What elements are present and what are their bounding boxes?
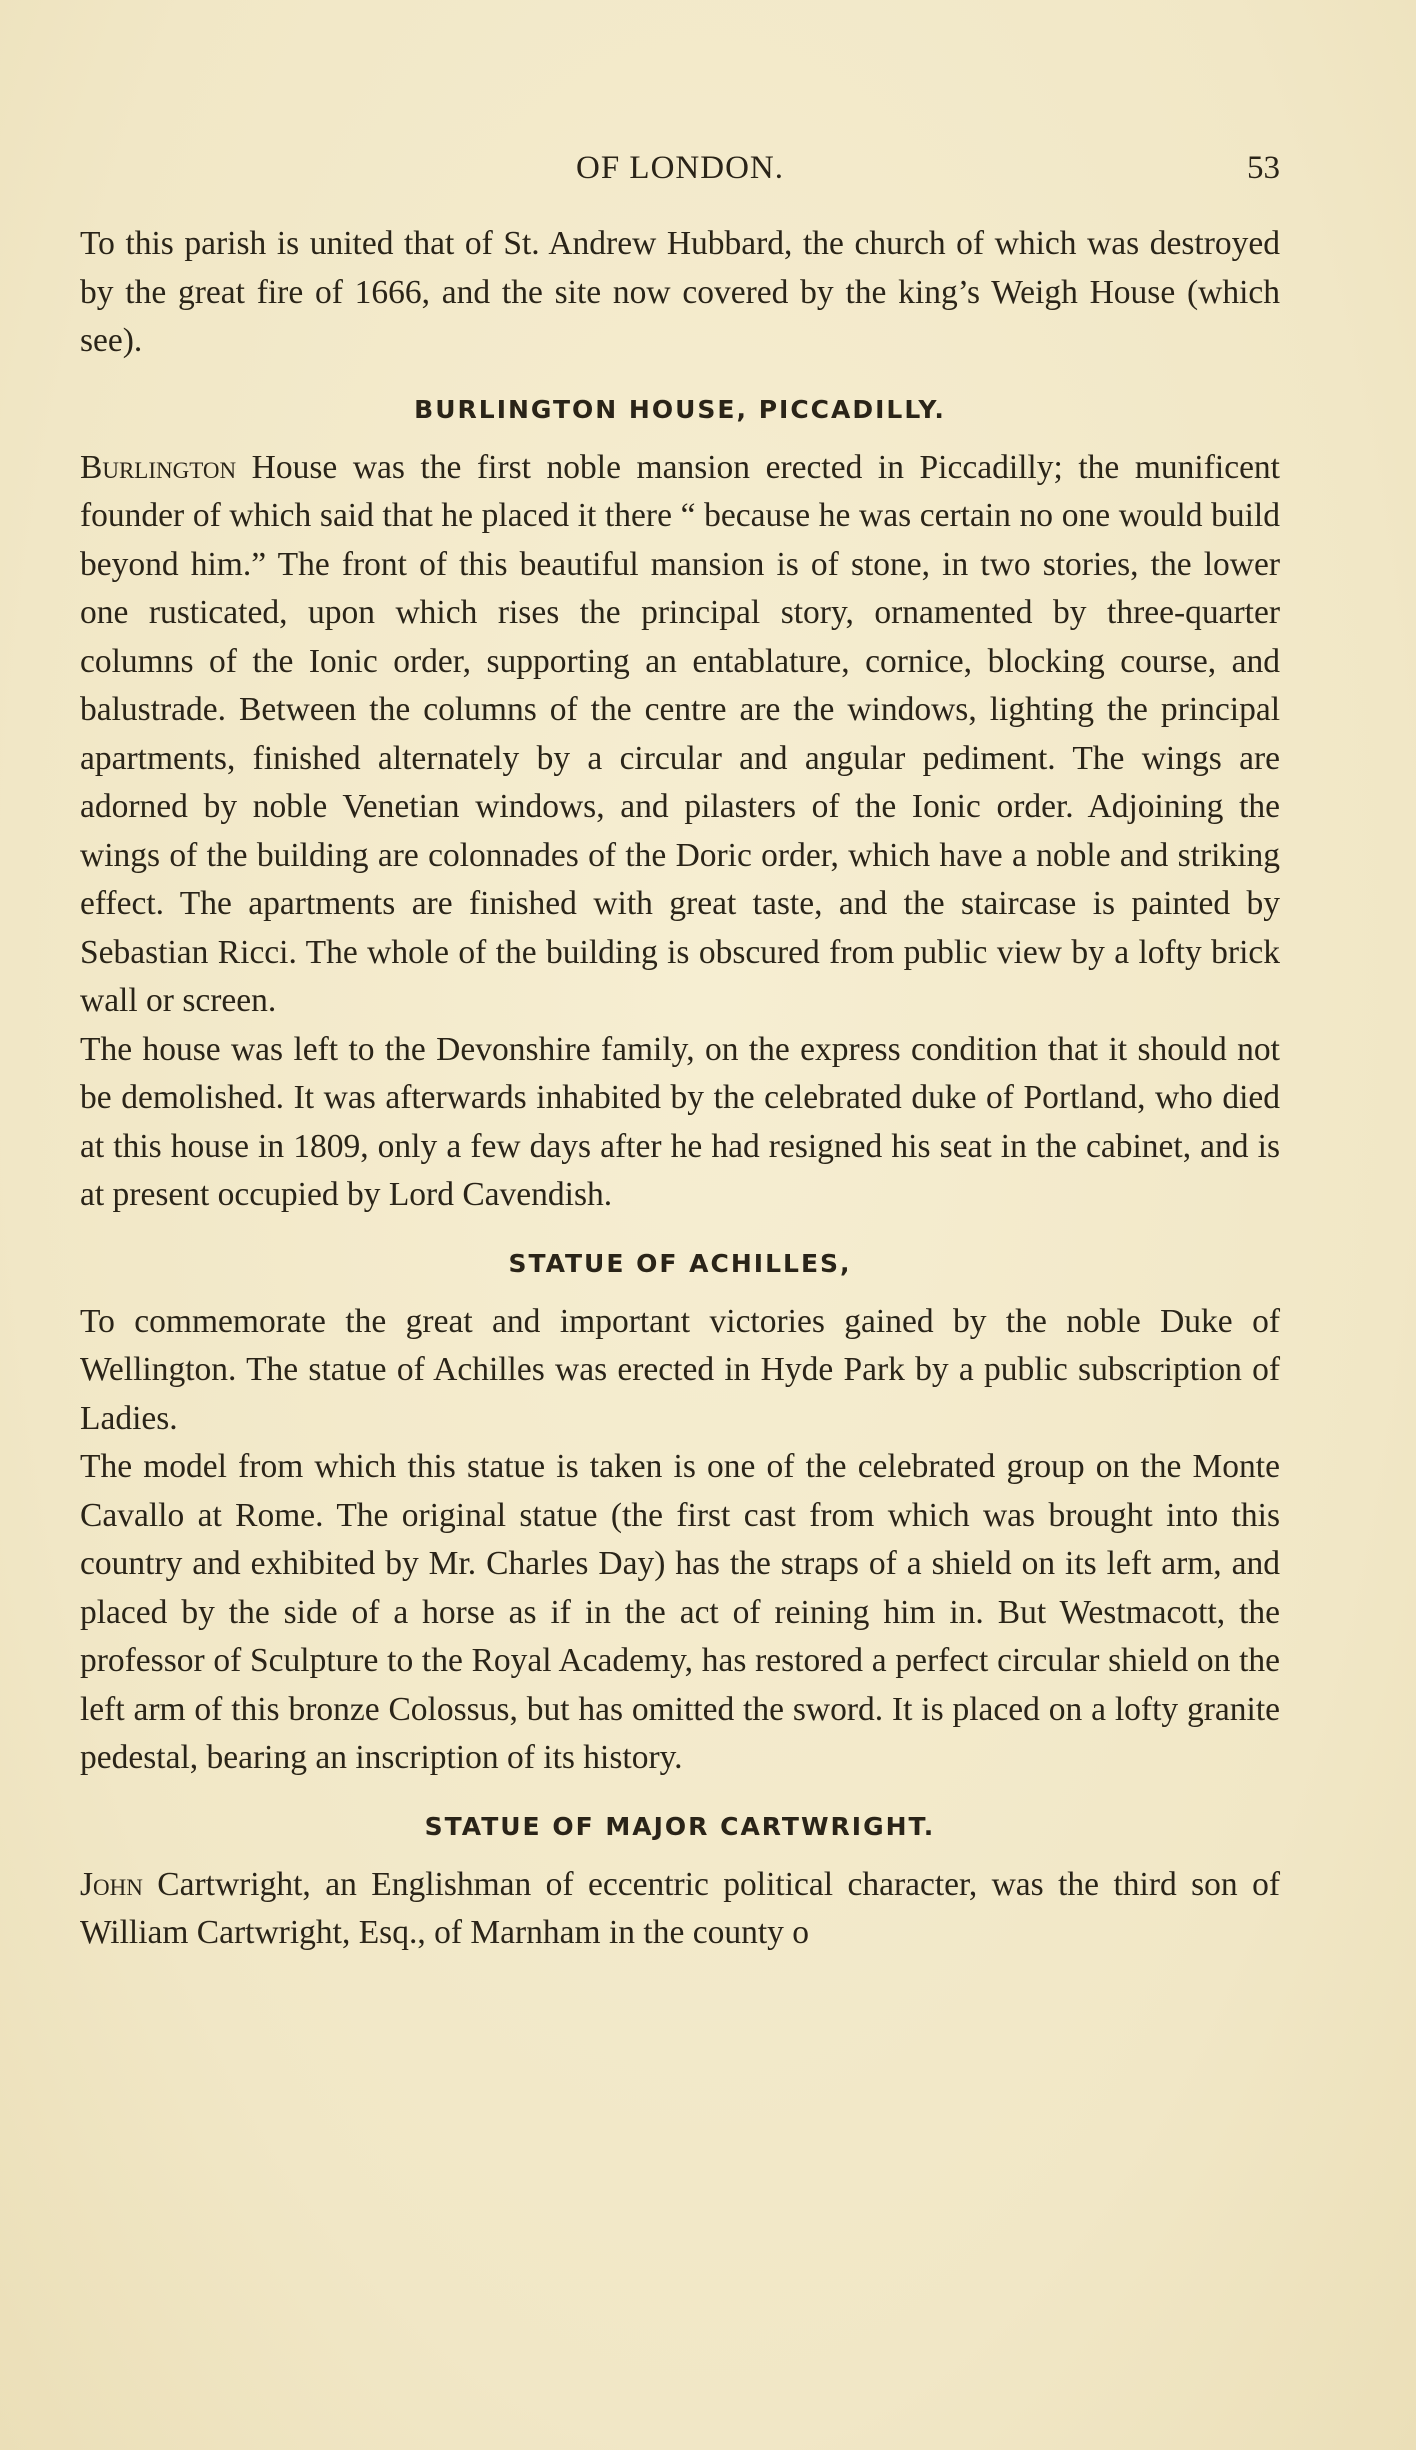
- cartwright-paragraph-1-text: Cartwright, an Englishman of eccentric political character, was the third son of William Cartwright, Esq., of Marnham in the county o: [80, 1865, 1280, 1951]
- burlington-paragraph-1-text: House was the first noble mansion erected in Piccadilly; the munificent founder of which said that he placed it there “ because he was certain no one would build beyond him.” The front of this beautiful mansion is of stone, in two stories, the lower one rusticated, upon which rises the principal story, ornamented by three-quarter columns of the Ionic order, supporting an entablature, cornice, blocking course, and balustrade. Between the columns of the centre are the windows, lighting the principal apartments, finished alternately by a circular and angular pediment. The wings are adorned by noble Venetian windows, and pilasters of the Ionic order. Adjoining the wings of the building are colonnades of the Doric order, which have a noble and striking effect. The apartments are finished with great taste, and the staircase is painted by Sebastian Ricci. The whole of the building is obscured from public view by a lofty brick wall or screen.: [80, 448, 1280, 1019]
- achilles-paragraph-1: To commemorate the great and important victories gained by the noble Duke of Wellington. The statue of Achilles was erected in Hyde Park by a public subscription of Ladies.: [80, 1302, 1280, 1437]
- page-header: [80, 150, 1280, 200]
- burlington-paragraph-1: [80, 444, 1280, 1026]
- section-heading-achilles: STATUE OF ACHILLES,: [508, 1248, 852, 1278]
- page-body: [80, 220, 1280, 1958]
- achilles-paragraph-2: The model from which this statue is taken is one of the celebrated group on the Monte Cavallo at Rome. The original statue (the first cast from which was brought into this country and exhibited by Mr. Charles Day) has the straps of a shield on its left arm, and placed by the side of a horse as if in the act of reining him in. But Westmacott, the professor of Sculpture to the Royal Academy, has restored a perfect circular shield on the left arm of this bronze Colossus, but has omitted the sword. It is placed on a lofty granite pedestal, bearing an inscription of its history.: [80, 1448, 1280, 1776]
- intro-paragraph: To this parish is united that of St. Andrew Hubbard, the church of which was destroyed by the great fire of 1666, and the site now covered by the king’s Weigh House (which see).: [80, 225, 1280, 359]
- cartwright-paragraph-1: [80, 1861, 1280, 1958]
- burlington-lead-word: Burlington: [80, 448, 237, 486]
- running-head: OF LONDON.: [576, 150, 784, 186]
- cartwright-lead-word: John: [80, 1865, 143, 1903]
- page-number: 53: [1247, 150, 1280, 186]
- burlington-paragraph-2: The house was left to the Devonshire family, on the express condition that it should not be demolished. It was afterwards inhabited by the celebrated duke of Portland, who died at this house in 1809, only a few days after he had resigned his seat in the cabinet, and is at present occupied by Lord Cavendish.: [80, 1030, 1280, 1213]
- section-heading-burlington: BURLINGTON HOUSE, PICCADILLY.: [414, 394, 946, 424]
- section-heading-cartwright: STATUE OF MAJOR CARTWRIGHT.: [424, 1811, 936, 1841]
